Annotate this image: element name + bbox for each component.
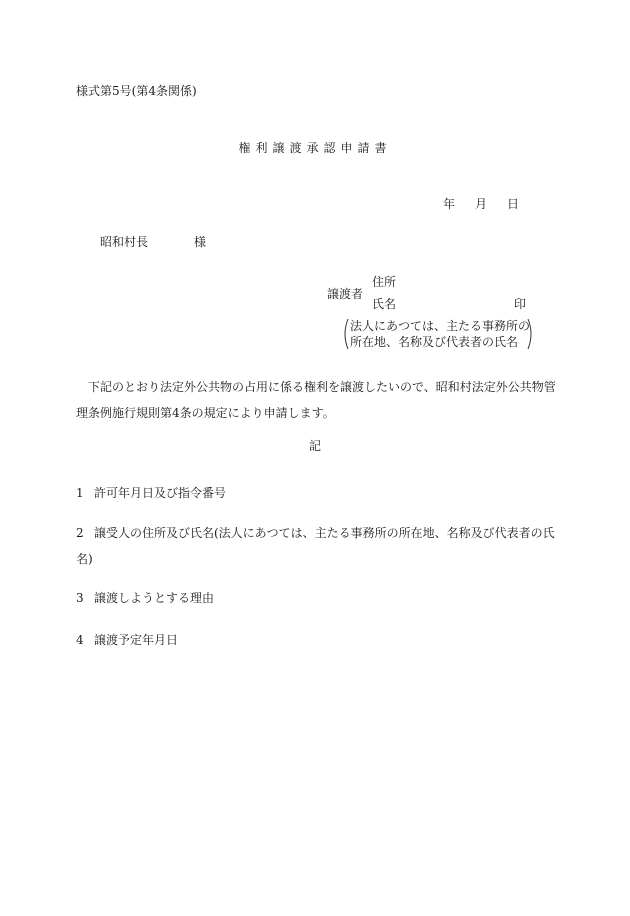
list-item [76,627,556,653]
corporation-note [340,318,536,350]
left-bracket-icon [340,318,350,350]
item-number: 4 [76,633,84,647]
transferor-label: 譲渡者 [327,287,364,301]
corporation-note-line-2: 所在地、名称及び代表者の氏名 [350,335,519,349]
date-day: 日 [507,197,520,211]
item-text: 譲受人の住所及び氏名(法人にあつては、主たる事務所の所在地、名称及び代表者の氏名) [76,526,555,566]
addressee-honorific: 様 [194,235,207,249]
list-item [76,585,556,611]
item-text: 許可年月日及び指令番号 [94,486,227,500]
body-paragraph: 下記のとおり法定外公共物の占用に係る権利を譲渡したいので、昭和村法定外公共物管理条例施行規則第4条の規定により申請します。 [76,380,556,420]
seal-label: 印 [514,297,527,311]
form-number: 様式第5号(第4条関係) [76,84,197,98]
date-year: 年 [443,197,456,211]
date-month: 月 [475,197,488,211]
date-line [443,196,519,212]
addressee [100,234,206,250]
item-text: 譲渡しようとする理由 [94,591,215,605]
corporation-note-text [350,318,530,350]
ki-label: 記 [308,439,321,453]
document-title: 権利譲渡承認申請書 [238,141,392,155]
address-label: 住所 [372,275,397,289]
item-text: 譲渡予定年月日 [94,633,179,647]
addressee-name: 昭和村長 [100,235,149,249]
list-item [76,480,556,506]
item-number: 3 [76,591,84,605]
item-number: 2 [76,526,84,540]
list-item [76,520,556,572]
right-bracket-icon [526,318,536,350]
item-number: 1 [76,486,84,500]
corporation-note-line-1: 法人にあつては、主たる事務所の [350,319,531,333]
name-label: 氏名 [372,297,397,311]
